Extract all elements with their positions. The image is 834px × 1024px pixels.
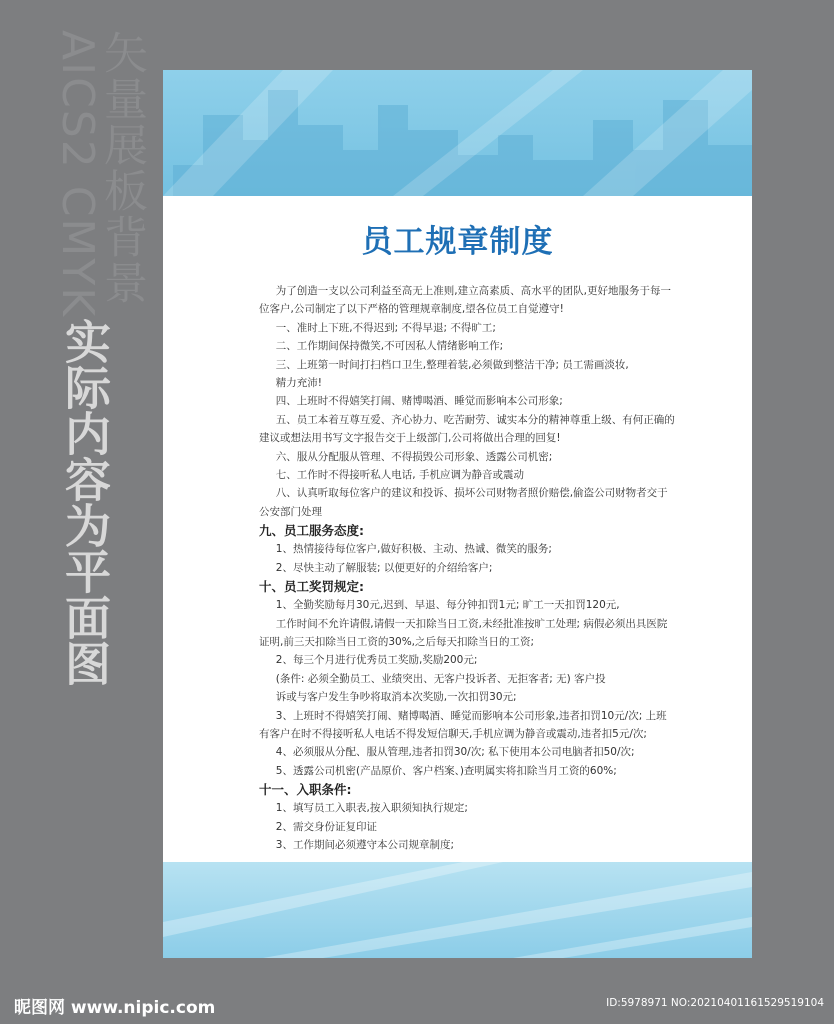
image-id: ID:5978971 NO:20210401161529519104 (606, 997, 824, 1009)
rule-line: 诉或与客户发生争吵将取消本次奖励,一次扣罚30元; (275, 691, 517, 704)
poster-board (163, 70, 752, 958)
rule-line: 1、全勤奖励每月30元,迟到、早退、每分钟扣罚1元; 旷工一天扣罚120元, (275, 599, 620, 612)
rule-line: 建议或想法用书写文字报告交于上级部门,公司将做出合理的回复! (259, 432, 561, 445)
site-watermark: 昵图网 www.nipic.com (14, 998, 216, 1018)
rule-line: 五、员工本着互尊互爱、齐心协力、吃苦耐劳、诚实本分的精神尊重上级、有何正确的 (275, 413, 675, 426)
watermark-line-1: 矢量展板背景 (96, 30, 147, 306)
section-heading: 十一、入职条件: (259, 782, 352, 798)
side-note: 实际内容为平面图 (58, 318, 112, 686)
rule-line: 5、透露公司机密(产品原价、客户档案、)查明属实将扣除当月工资的60%; (275, 764, 617, 777)
rule-line: 1、热情接待每位客户,做好积极、主动、热诚、微笑的服务; (275, 543, 552, 556)
rule-line: 1、填写员工入职表,按入职须知执行规定; (275, 802, 468, 815)
rule-line: 2、每三个月进行优秀员工奖励,奖励200元; (275, 654, 478, 667)
section-heading: 十、员工奖罚规定: (259, 579, 364, 595)
rule-line: 3、上班时不得嬉笑打闹、赌博喝酒、睡觉而影响本公司形象,违者扣罚10元/次; 上班 (275, 709, 667, 722)
rule-line: 一、准时上下班,不得迟到; 不得早退; 不得旷工; (275, 321, 496, 334)
rule-line: 有客户在时不得接听私人电话不得发短信聊天,手机应调为静音或震动,违者扣5元/次; (259, 727, 647, 740)
top-banner (163, 70, 752, 196)
rule-line: 2、需交身份证复印证 (275, 820, 377, 833)
watermark-line-2: AICS2 CMYK (52, 30, 103, 319)
rule-line: 2、尽快主动了解服装; 以便更好的介绍给客户; (275, 561, 493, 574)
rule-line: 四、上班时不得嬉笑打闹、赌博喝酒、睡觉而影响本公司形象; (275, 395, 563, 408)
rule-line: (条件: 必须全勤员工、业绩突出、无客户投诉者、无拒客者; 无) 客户投 (275, 672, 606, 685)
rule-line: 七、工作时不得接听私人电话, 手机应调为静音或震动 (275, 469, 524, 482)
city-skyline-graphic (163, 70, 752, 196)
rule-line: 位客户,公司制定了以下严格的管理规章制度,望各位员工自觉遵守! (259, 303, 564, 316)
side-watermark (52, 30, 147, 319)
bottom-banner (163, 862, 752, 958)
rule-line: 八、认真听取每位客户的建议和投诉、损坏公司财物者照价赔偿,偷盗公司财物者交于 (275, 487, 668, 500)
rule-line: 3、工作期间必须遵守本公司规章制度; (275, 838, 455, 851)
rule-line: 公安部门处理 (259, 505, 322, 518)
rule-line: 精力充沛! (275, 377, 323, 390)
poster-title: 员工规章制度 (361, 224, 554, 260)
rule-line: 为了创造一支以公司利益至高无上准则,建立高素质、高水平的团队,更好地服务于每一 (275, 285, 671, 297)
bottom-stripes-graphic (163, 862, 752, 958)
rule-line: 工作时间不允许请假,请假一天扣除当日工资,未经批准按旷工处理; 病假必须出具医院 (275, 617, 668, 630)
rule-line: 三、上班第一时间打扫档口卫生,整理着装,必须做到整洁干净; 员工需画淡妆, (275, 358, 629, 371)
rule-line: 六、服从分配服从管理、不得损毁公司形象、透露公司机密; (275, 450, 553, 463)
section-heading: 九、员工服务态度: (259, 523, 364, 539)
rules-body (259, 282, 729, 854)
rule-line: 证明,前三天扣除当日工资的30%,之后每天扣除当日的工资; (259, 635, 535, 648)
rule-line: 二、工作期间保持微笑,不可因私人情绪影响工作; (275, 340, 504, 353)
rule-line: 4、必须服从分配、服从管理,违者扣罚30/次; 私下使用本公司电脑者扣50/次; (275, 746, 635, 759)
